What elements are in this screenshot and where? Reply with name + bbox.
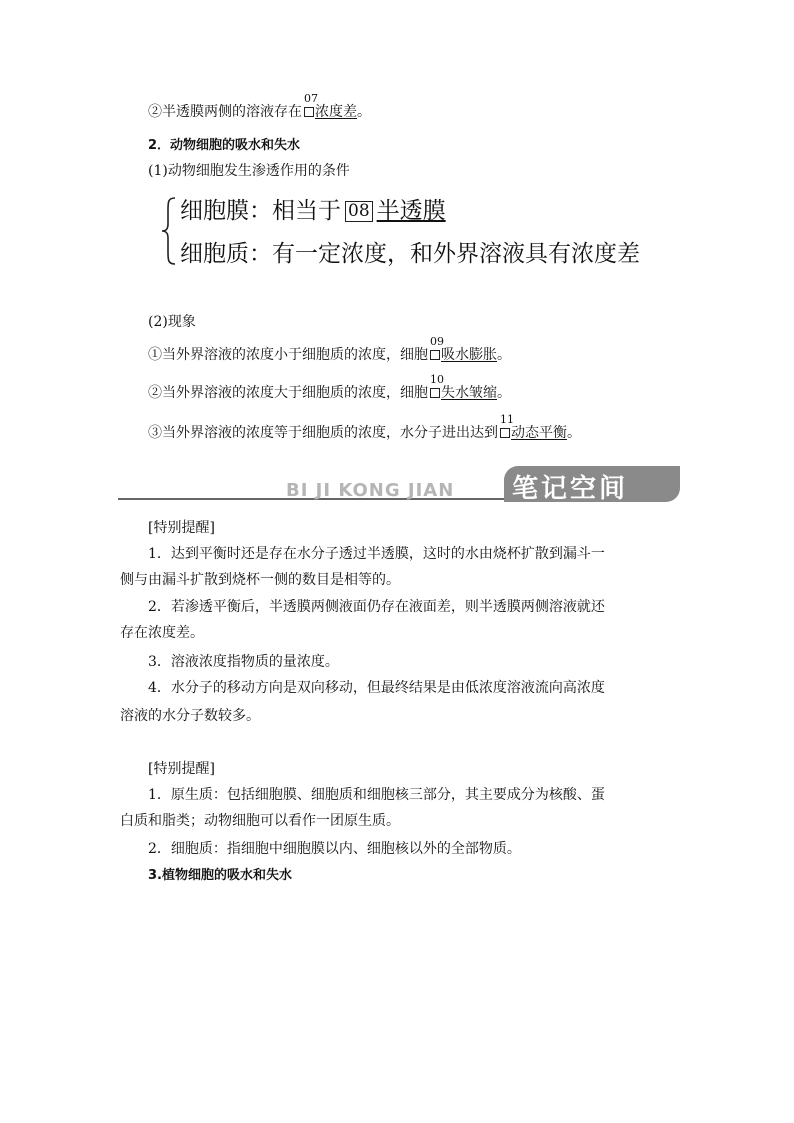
notes-banner	[118, 466, 680, 506]
reminder-line: 1．原生质：包括细胞膜、细胞质和细胞核三部分，其主要成分为核酸、蛋	[148, 787, 605, 803]
section-2-heading: 2．动物细胞的吸水和失水	[148, 138, 301, 153]
section-3-heading: 3.植物细胞的吸水和失水	[148, 868, 292, 883]
banner-pinyin: BI JI KONG JIAN	[286, 480, 455, 501]
phenomenon-item: ①当外界溶液的浓度小于细胞质的浓度，细胞 09 吸水膨胀。	[148, 335, 511, 363]
blank-marker-09: 09	[430, 350, 440, 360]
answer-07: 浓度差	[315, 104, 357, 120]
blank-marker-07: 07	[304, 107, 314, 117]
reminder-title: [特别提醒]	[148, 520, 215, 536]
reminder-line: 2．细胞质：指细胞中细胞膜以内、细胞核以外的全部物质。	[148, 841, 521, 857]
reminder-line: 白质和脂类；动物细胞可以看作一团原生质。	[120, 813, 400, 829]
reminder-line: 侧与由漏斗扩散到烧杯一侧的数目是相等的。	[120, 572, 400, 588]
reminder-line: 存在浓度差。	[120, 625, 204, 641]
condition-row-membrane: 细胞膜：相当于 08 半透膜	[180, 198, 446, 224]
answer-10: 失水皱缩	[441, 385, 497, 401]
blank-marker-10: 10	[430, 388, 440, 398]
condition-heading: (1)动物细胞发生渗透作用的条件	[148, 163, 350, 179]
reminder-line: 1．达到平衡时还是存在水分子透过半透膜，这时的水由烧杯扩散到漏斗一	[148, 546, 605, 562]
semipermeable-item: ②半透膜两侧的溶液存在 07 浓度差。	[148, 92, 371, 120]
blank-marker-11: 11	[500, 428, 510, 438]
phenomenon-item: ③当外界溶液的浓度等于细胞质的浓度，水分子进出达到 11 动态平衡。	[148, 413, 581, 441]
reminder-line: 溶液的水分子数较多。	[120, 708, 260, 724]
reminder-title: [特别提醒]	[148, 761, 215, 777]
blank-marker-08: 08	[345, 201, 373, 222]
answer-08: 半透膜	[376, 198, 446, 224]
reminder-line: 2．若渗透平衡后，半透膜两侧液面仍存在液面差，则半透膜两侧溶液就还	[148, 599, 605, 615]
condition-row-cytoplasm: 细胞质：有一定浓度，和外界溶液具有浓度差	[180, 241, 640, 267]
banner-title: 笔记空间	[512, 474, 629, 504]
left-brace-icon	[160, 196, 178, 266]
answer-11: 动态平衡	[511, 425, 567, 441]
phenomenon-item: ②当外界溶液的浓度大于细胞质的浓度，细胞 10 失水皱缩。	[148, 373, 511, 401]
phenomenon-heading: (2)现象	[148, 314, 196, 330]
reminder-line: 4．水分子的移动方向是双向移动，但最终结果是由低浓度溶液流向高浓度	[148, 680, 605, 696]
reminder-line: 3．溶液浓度指物质的量浓度。	[148, 654, 339, 670]
answer-09: 吸水膨胀	[441, 347, 497, 363]
